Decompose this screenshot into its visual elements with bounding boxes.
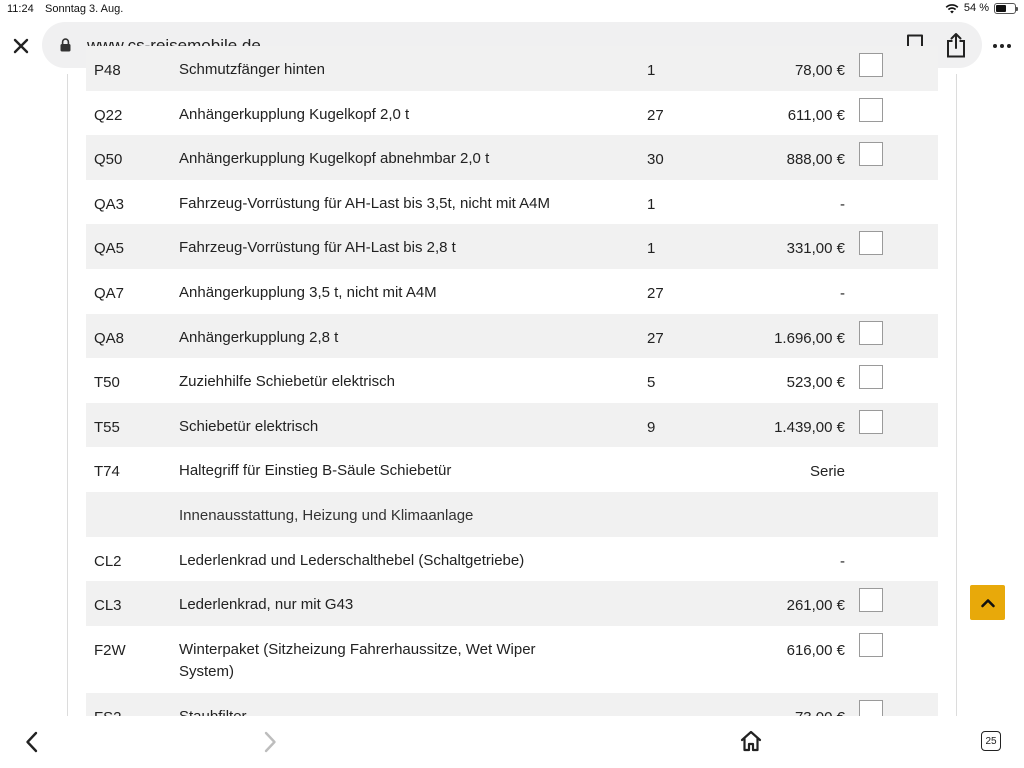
option-code: P48 [94,62,121,79]
option-code: Q22 [94,106,123,124]
option-price: - [840,552,845,570]
table-row [86,91,938,136]
option-checkbox[interactable] [859,53,883,77]
option-code: F2W [94,641,126,659]
wifi-icon [945,3,959,14]
page-content[interactable] [0,61,1024,716]
status-right [945,2,1016,14]
status-date: Sonntag 3. Aug. [45,3,124,15]
option-price: 78,00 € [794,62,845,79]
battery-icon [994,3,1016,14]
table-row [86,447,938,492]
section-title: Innenausstattung, Heizung und Klimaanlage [179,506,474,524]
scroll-to-top-button[interactable] [970,585,1005,620]
option-price: Serie [809,463,845,481]
option-quantity: 1 [647,195,656,213]
option-code: QA7 [94,284,125,302]
table-row [86,224,938,269]
option-description: Fahrzeug-Vorrüstung für AH-Last bis 3,5t, nicht mit A4M [179,194,551,212]
option-code: CL2 [94,552,122,570]
more-icon[interactable] [992,36,1012,56]
table-row [86,269,938,314]
table-row [86,46,938,91]
option-price: 331,00 € [786,240,845,258]
option-description: Anhängerkupplung 3,5 t, nicht mit A4M [179,283,437,301]
option-checkbox[interactable] [859,410,883,434]
status-time: 11:24 [7,3,34,15]
option-description: Anhängerkupplung Kugelkopf abnehmbar 2,0 t [179,150,490,168]
option-checkbox[interactable] [859,588,883,612]
option-code: QA8 [94,329,125,347]
option-price: 1.439,00 € [774,418,845,436]
content-border-left [67,74,68,716]
option-checkbox[interactable] [859,633,883,657]
status-bar [0,0,1024,20]
option-description: Lederlenkrad, nur mit G43 [179,596,354,614]
option-code: T55 [94,418,120,436]
option-checkbox[interactable] [859,98,883,122]
table-row [86,358,938,403]
option-code: T74 [94,463,120,481]
option-quantity: 27 [647,106,664,124]
option-checkbox[interactable] [859,365,883,389]
option-price: - [840,195,845,213]
table-row [86,581,938,626]
option-quantity: 9 [647,418,656,436]
table-row [86,537,938,582]
option-description: Anhängerkupplung 2,8 t [179,328,339,346]
table-row [86,626,938,693]
option-checkbox[interactable] [859,231,883,255]
table-row [86,135,938,180]
chevron-right-icon [262,730,278,754]
option-quantity: 1 [647,62,656,79]
option-code: T50 [94,374,120,392]
lock-icon [60,38,71,52]
section-header-row [86,492,938,537]
option-description: Fahrzeug-Vorrüstung für AH-Last bis 2,8 t [179,239,456,257]
option-checkbox[interactable] [859,142,883,166]
share-icon[interactable] [946,32,966,58]
browser-bottom-bar [0,716,1024,768]
option-quantity: 27 [647,284,664,302]
option-description: Zuziehhilfe Schiebetür elektrisch [179,373,395,391]
table-row [86,180,938,225]
option-price: 1.696,00 € [774,329,845,347]
option-checkbox[interactable] [859,321,883,345]
options-table [86,46,938,737]
option-code: QA3 [94,195,125,213]
option-code: CL3 [94,597,122,615]
option-description: Winterpaket (Sitzheizung Fahrerhaussitze, Wet Wiper System) [179,640,536,680]
battery-percent: 54 % [963,2,989,14]
option-quantity: 30 [647,151,664,169]
option-quantity: 5 [647,374,656,392]
option-quantity: 27 [647,329,664,347]
content-border-right [956,74,957,716]
home-icon[interactable] [739,729,763,753]
option-quantity: 1 [647,240,656,258]
option-price: 888,00 € [786,151,845,169]
table-row [86,403,938,448]
option-price: 261,00 € [786,597,845,615]
chevron-up-icon [980,597,996,609]
option-code: QA5 [94,240,125,258]
option-price: - [840,284,845,302]
table-row [86,314,938,359]
chevron-left-icon[interactable] [24,730,40,754]
option-description: Lederlenkrad und Lederschalthebel (Schaltgetriebe) [179,551,525,569]
option-description: Schiebetür elektrisch [179,417,319,435]
option-price: 523,00 € [786,374,845,392]
option-description: Haltegriff für Einstieg B-Säule Schiebetür [179,462,452,480]
option-description: Anhängerkupplung Kugelkopf 2,0 t [179,105,410,123]
close-icon[interactable] [10,35,32,57]
option-code: Q50 [94,151,123,169]
option-description: Schmutzfänger hinten [179,61,325,78]
option-price: 611,00 € [787,106,845,124]
tabs-count-button[interactable]: 25 [981,731,1001,751]
option-price: 616,00 € [786,641,845,659]
